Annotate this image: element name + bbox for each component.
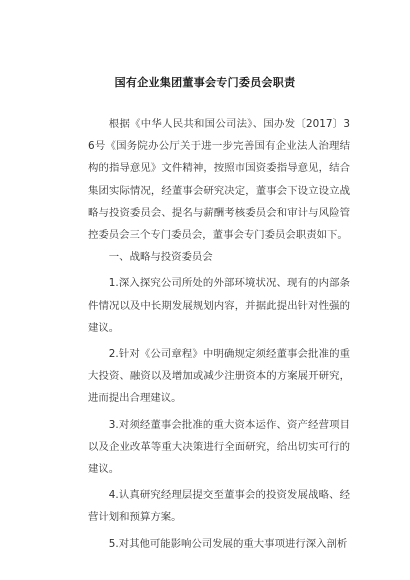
document-body xyxy=(88,113,350,555)
duty-item-5: 5.对其他可能影响公司发展的重大事项进行深入剖析 xyxy=(108,537,348,550)
duty-item-1: 1.深入探究公司所处的外部环境状况、现有的内部条件情况以及中长期发展规划内容，并据此提出针对性强的建议。 xyxy=(88,277,350,334)
duty-item-4: 4.认真研究经理层提交至董事会的投资发展战略、经营计划和预算方案。 xyxy=(88,489,350,524)
duty-item-3: 3.对须经董事会批准的重大资本运作、资产经营项目以及企业改革等重大决策进行全面研究，给出切实可行的建议。 xyxy=(88,418,350,476)
duty-item-2: 2.针对《公司章程》中明确规定须经董事会批准的重大投资、融资以及增加或减少注册资本的方案展开研究，进而提出合理建议。 xyxy=(88,348,350,405)
section-heading-strategy-investment: 一、战略与投资委员会 xyxy=(108,251,213,264)
document-title: 国有企业集团董事会专门委员会职责 xyxy=(114,76,296,89)
intro-paragraph: 根据《中华人民共和国公司法》、国办发〔2017〕36号《国务院办公厅关于进一步完善国有企业法人治理结构的指导意见》文件精神，按照市国资委指导意见，结合集团实际情况，经董事会研究决定，董事会下设立设立战略与投资委员会、提名与薪酬考核委员会和审计与风险管控委员会三个专门委员会，董事会专门委员会职责如下。 xyxy=(88,118,350,242)
